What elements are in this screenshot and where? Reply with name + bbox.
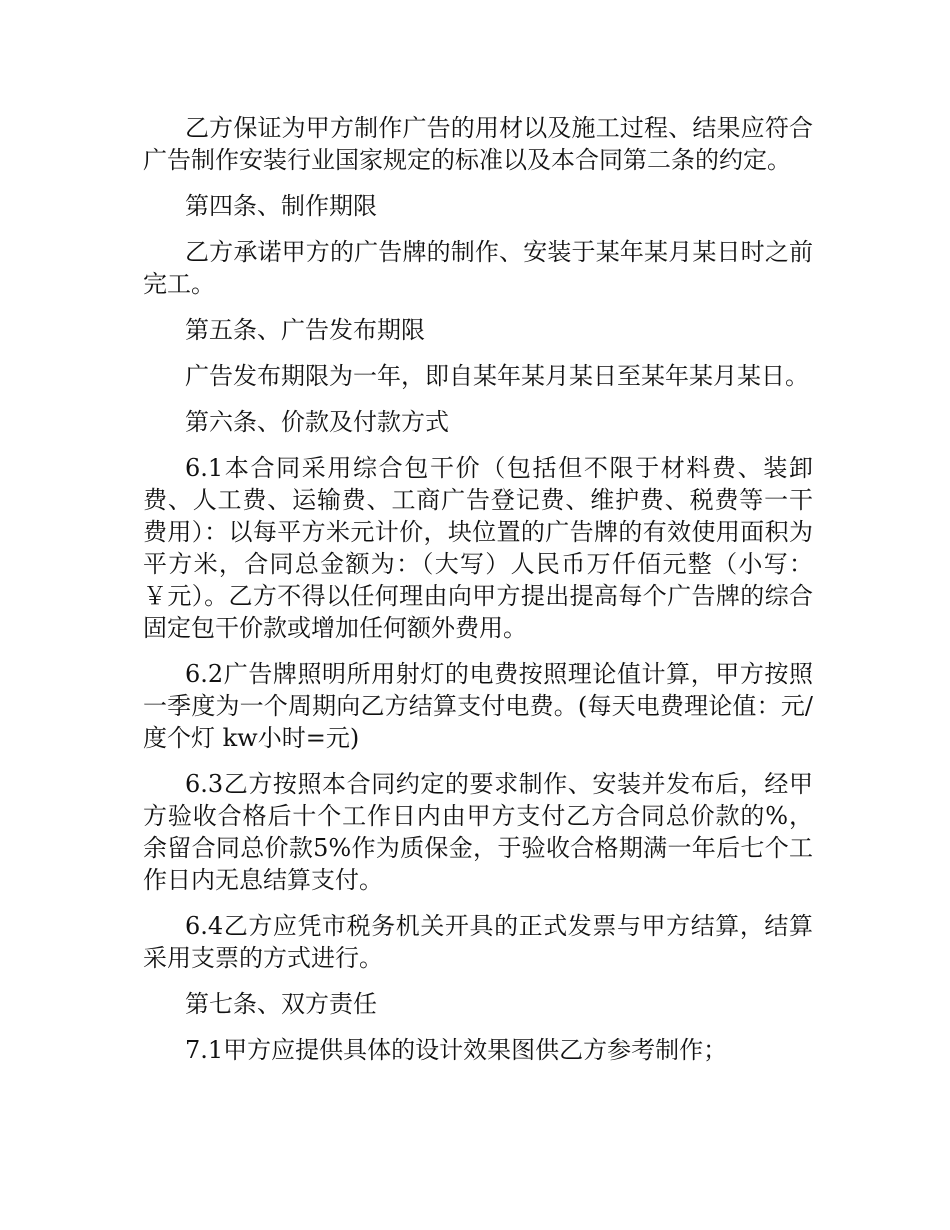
heading-article-7: 第七条、双方责任: [185, 990, 377, 1018]
paragraph-material-guarantee: 乙方保证为甲方制作广告的用材以及施工过程、结果应符合广告制作安装行业国家规定的标准以及本合同第二条的约定。: [143, 114, 813, 174]
paragraph-clause-6-3: 6.3乙方按照本合同约定的要求制作、安装并发布后，经甲方验收合格后十个工作日内由甲方支付乙方合同总价款的%，余留合同总价款5%作为质保金，于验收合格期满一年后七个工作日内无息结算支付。: [143, 770, 813, 894]
paragraph-clause-6-1: 6.1本合同采用综合包干价（包括但不限于材料费、装卸费、人工费、运输费、工商广告登记费、维护费、税费等一干费用）：以每平方米元计价，块位置的广告牌的有效使用面积为平方米，合同总金额为：（大写）人民币万仟佰元整（小写：￥元）。乙方不得以任何理由向甲方提出提高每个广告牌的综合固定包干价款或增加任何额外费用。: [143, 454, 813, 642]
paragraph-clause-6-4: 6.4乙方应凭市税务机关开具的正式发票与甲方结算，结算采用支票的方式进行。: [143, 912, 813, 972]
heading-article-6: 第六条、价款及付款方式: [185, 408, 449, 436]
paragraph-clause-7-1: 7.1甲方应提供具体的设计效果图供乙方参考制作；: [185, 1036, 728, 1064]
paragraph-publication-period: 广告发布期限为一年，即自某年某月某日至某年某月某日。: [185, 362, 809, 390]
paragraph-production-deadline: 乙方承诺甲方的广告牌的制作、安装于某年某月某日时之前完工。: [143, 238, 813, 298]
heading-article-5: 第五条、广告发布期限: [185, 316, 425, 344]
heading-article-4: 第四条、制作期限: [185, 192, 377, 220]
paragraph-clause-6-2: 6.2广告牌照明所用射灯的电费按照理论值计算，甲方按照一季度为一个周期向乙方结算支付电费。(每天电费理论值：元/度个灯 kw小时=元): [143, 660, 813, 752]
document-body: [143, 112, 813, 1080]
